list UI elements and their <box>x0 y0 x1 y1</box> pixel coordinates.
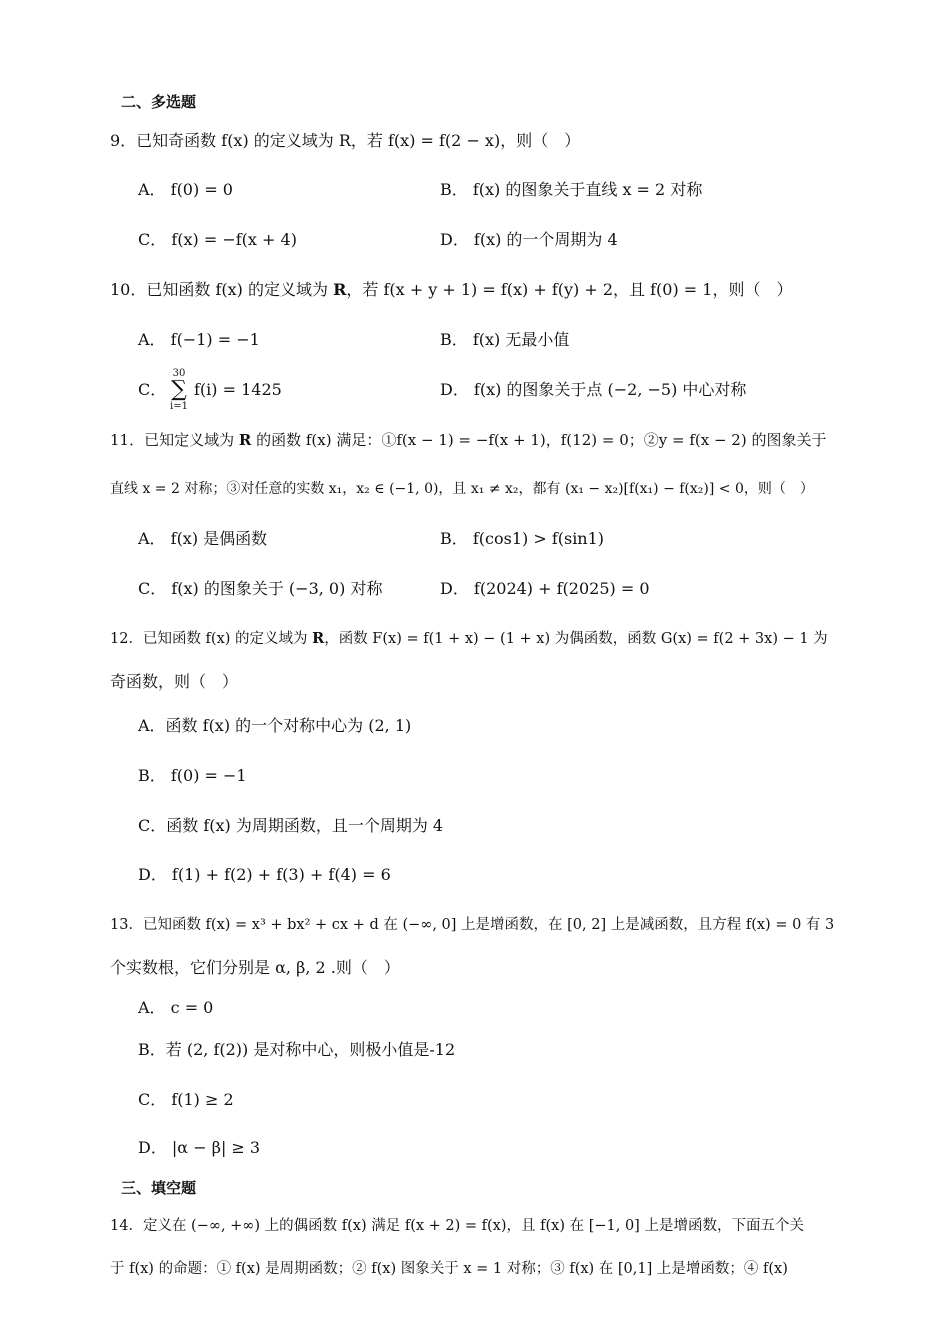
question-12-option-b: B． f(0) = −1 <box>138 766 247 785</box>
question-13-option-c: C． f(1) ≥ 2 <box>138 1090 234 1109</box>
summation-upper-limit: 30 <box>172 368 186 379</box>
question-12-option-c: C．函数 f(x) 为周期函数，且一个周期为 4 <box>138 816 444 835</box>
question-14-stem-line-1: 14．定义在 (−∞, +∞) 上的偶函数 f(x) 满足 f(x + 2) = f(x)，且 f(x) 在 [−1, 0] 上是增函数，下面五个关 <box>110 1218 804 1234</box>
summation-lower-limit: i=1 <box>170 401 188 412</box>
question-11-stem-pre: 11．已知定义域为 <box>110 431 239 449</box>
question-10-option-c-expr: f(i) = 1425 <box>194 380 282 399</box>
question-12-stem-line-2: 奇函数，则（ ） <box>110 672 239 691</box>
question-11-option-a: A． f(x) 是偶函数 <box>138 529 268 548</box>
question-12-option-a: A．函数 f(x) 的一个对称中心为 (2, 1) <box>138 716 412 735</box>
question-12-stem-post: ，函数 F(x) = f(1 + x) − (1 + x) 为偶函数，函数 G(x) = f(2 + 3x) − 1 为 <box>324 631 828 647</box>
question-9-option-d: D． f(x) 的一个周期为 4 <box>440 230 618 249</box>
question-13-option-b: B．若 (2, f(2)) 是对称中心，则极小值是-12 <box>138 1040 456 1059</box>
question-11-option-d: D． f(2024) + f(2025) = 0 <box>440 579 650 598</box>
question-11-stem-line-2: 直线 x = 2 对称；③对任意的实数 x₁，x₂ ∈ (−1, 0)，且 x₁ ≠ x₂，都有 (x₁ − x₂)[f(x₁) − f(x₂)] < 0，则（ ） <box>110 481 814 497</box>
question-11-option-c: C． f(x) 的图象关于 (−3, 0) 对称 <box>138 579 383 598</box>
question-11-option-b: B． f(cos1) > f(sin1) <box>440 529 605 548</box>
question-10-option-b: B． f(x) 无最小值 <box>440 330 570 349</box>
question-10-option-a: A． f(−1) = −1 <box>138 330 260 349</box>
question-10-stem <box>110 278 792 302</box>
real-numbers-symbol: R <box>312 630 325 647</box>
question-13-stem-line-1: 13．已知函数 f(x) = x³ + bx² + cx + d 在 (−∞, 0] 上是增函数，在 [0, 2] 上是减函数，且方程 f(x) = 0 有 3 <box>110 917 835 933</box>
summation-sign: ∑ <box>171 377 187 402</box>
question-9-option-a: A． f(0) = 0 <box>138 180 233 199</box>
question-9-stem: 9．已知奇函数 f(x) 的定义域为 R，若 f(x) = f(2 − x)，则（ ） <box>110 131 581 150</box>
question-12-stem-pre: 12．已知函数 f(x) 的定义域为 <box>110 631 313 647</box>
question-9-option-b: B． f(x) 的图象关于直线 x = 2 对称 <box>440 180 703 199</box>
question-14-stem-line-2: 于 f(x) 的命题：① f(x) 是周期函数；② f(x) 图象关于 x = 1 对称；③ f(x) 在 [0,1] 上是增函数；④ f(x) <box>110 1261 788 1277</box>
real-numbers-symbol: R <box>333 280 347 299</box>
question-10-stem-post: ，若 f(x + y + 1) = f(x) + f(y) + 2，且 f(0) = 1，则（ ） <box>346 280 793 299</box>
question-13-stem-line-2: 个实数根，它们分别是 α, β, 2 .则（ ） <box>110 958 400 977</box>
question-10-option-d: D． f(x) 的图象关于点 (−2, −5) 中心对称 <box>440 380 747 399</box>
question-11-stem-line-1 <box>110 428 826 452</box>
section-title-fill-in: 三、填空题 <box>121 1179 197 1197</box>
real-numbers-symbol: R <box>238 431 252 449</box>
question-12-stem-line-1 <box>110 627 828 651</box>
question-10-stem-pre: 10．已知函数 f(x) 的定义域为 <box>110 280 334 299</box>
section-title-multiple-choice: 二、多选题 <box>121 93 197 111</box>
question-13-option-d: D． |α − β| ≥ 3 <box>138 1138 261 1157</box>
question-11-stem-post: 的函数 f(x) 满足：①f(x − 1) = −f(x + 1)，f(12) = 0；②y = f(x − 2) 的图象关于 <box>251 431 827 449</box>
summation <box>168 368 190 412</box>
question-13-option-a: A． c = 0 <box>138 998 214 1017</box>
question-10-option-c-label: C． <box>138 380 167 399</box>
question-12-option-d: D． f(1) + f(2) + f(3) + f(4) = 6 <box>138 865 391 884</box>
question-9-option-c: C． f(x) = −f(x + 4) <box>138 230 297 249</box>
